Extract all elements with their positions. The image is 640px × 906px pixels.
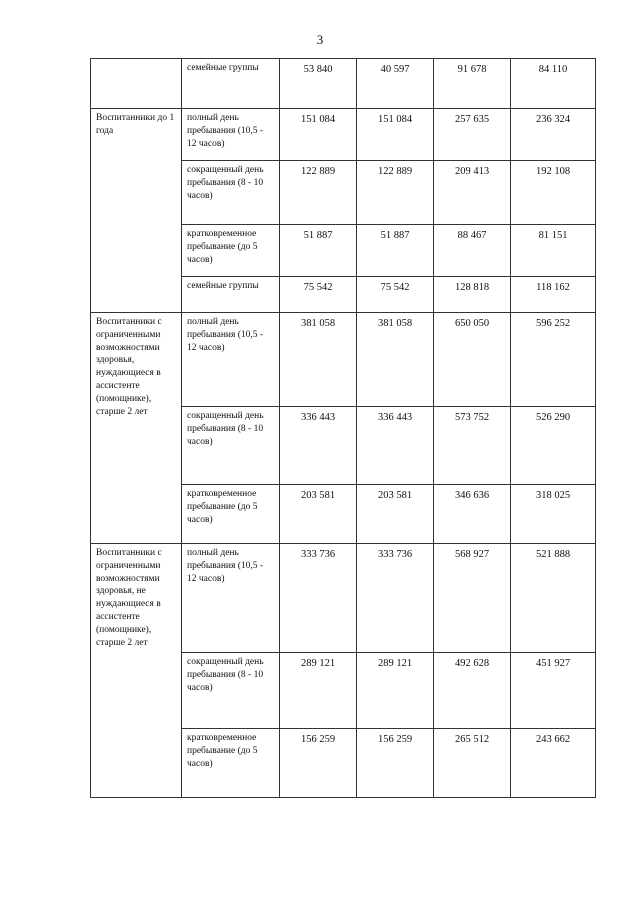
value-cell: 381 058 xyxy=(280,313,357,407)
table-row xyxy=(91,59,596,109)
value-cell: 573 752 xyxy=(434,407,511,485)
mode-cell: сокращенный день пребывания (8 - 10 часов) xyxy=(182,161,280,225)
value-cell: 122 889 xyxy=(280,161,357,225)
mode-cell: кратковременное пребывание (до 5 часов) xyxy=(182,729,280,798)
value-cell: 209 413 xyxy=(434,161,511,225)
value-cell: 336 443 xyxy=(280,407,357,485)
value-cell: 75 542 xyxy=(357,277,434,313)
value-cell: 51 887 xyxy=(280,225,357,277)
value-cell: 156 259 xyxy=(280,729,357,798)
value-cell: 236 324 xyxy=(511,109,596,161)
mode-cell: семейные группы xyxy=(182,277,280,313)
table-row xyxy=(91,109,596,161)
mode-cell: сокращенный день пребывания (8 - 10 часов) xyxy=(182,653,280,729)
value-cell: 192 108 xyxy=(511,161,596,225)
mode-cell: семейные группы xyxy=(182,59,280,109)
value-cell: 75 542 xyxy=(280,277,357,313)
value-cell: 333 736 xyxy=(280,544,357,653)
value-cell: 521 888 xyxy=(511,544,596,653)
value-cell: 451 927 xyxy=(511,653,596,729)
value-cell: 203 581 xyxy=(280,485,357,544)
value-cell: 336 443 xyxy=(357,407,434,485)
mode-cell: кратковременное пребывание (до 5 часов) xyxy=(182,485,280,544)
value-cell: 265 512 xyxy=(434,729,511,798)
value-cell: 122 889 xyxy=(357,161,434,225)
value-cell: 151 084 xyxy=(280,109,357,161)
value-cell: 333 736 xyxy=(357,544,434,653)
page-number: 3 xyxy=(316,32,324,47)
value-cell: 381 058 xyxy=(357,313,434,407)
value-cell: 84 110 xyxy=(511,59,596,109)
mode-cell: сокращенный день пребывания (8 - 10 часов) xyxy=(182,407,280,485)
value-cell: 243 662 xyxy=(511,729,596,798)
value-cell: 568 927 xyxy=(434,544,511,653)
category-cell: Воспитанники с ограниченными возможностями здоровья, нуждающиеся в ассистенте (помощнике), старше 2 лет xyxy=(91,313,182,544)
value-cell: 203 581 xyxy=(357,485,434,544)
category-cell: Воспитанники до 1 года xyxy=(91,109,182,313)
value-cell: 156 259 xyxy=(357,729,434,798)
value-cell: 596 252 xyxy=(511,313,596,407)
value-cell: 289 121 xyxy=(280,653,357,729)
mode-cell: полный день пребывания (10,5 - 12 часов) xyxy=(182,109,280,161)
table-row xyxy=(91,313,596,407)
value-cell: 151 084 xyxy=(357,109,434,161)
mode-cell: полный день пребывания (10,5 - 12 часов) xyxy=(182,544,280,653)
mode-cell: полный день пребывания (10,5 - 12 часов) xyxy=(182,313,280,407)
table-row xyxy=(91,544,596,653)
value-cell: 118 162 xyxy=(511,277,596,313)
mode-cell: кратковременное пребывание (до 5 часов) xyxy=(182,225,280,277)
value-cell: 492 628 xyxy=(434,653,511,729)
category-cell: Воспитанники с ограниченными возможностями здоровья, не нуждающиеся в ассистенте (помощнике), старше 2 лет xyxy=(91,544,182,798)
cost-table xyxy=(90,58,596,798)
value-cell: 88 467 xyxy=(434,225,511,277)
value-cell: 289 121 xyxy=(357,653,434,729)
value-cell: 51 887 xyxy=(357,225,434,277)
value-cell: 318 025 xyxy=(511,485,596,544)
value-cell: 91 678 xyxy=(434,59,511,109)
value-cell: 257 635 xyxy=(434,109,511,161)
category-cell xyxy=(91,59,182,109)
value-cell: 346 636 xyxy=(434,485,511,544)
value-cell: 53 840 xyxy=(280,59,357,109)
value-cell: 526 290 xyxy=(511,407,596,485)
value-cell: 81 151 xyxy=(511,225,596,277)
value-cell: 650 050 xyxy=(434,313,511,407)
value-cell: 128 818 xyxy=(434,277,511,313)
value-cell: 40 597 xyxy=(357,59,434,109)
